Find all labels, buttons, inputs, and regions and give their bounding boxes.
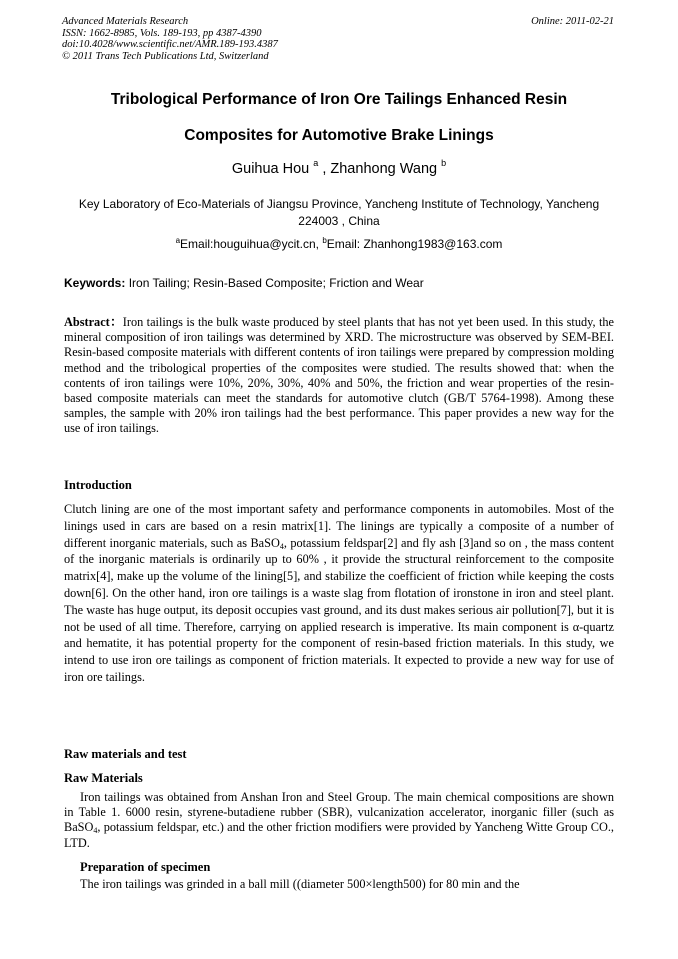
- email-line: [40, 237, 638, 251]
- issn-line: ISSN: 1662-8985, Vols. 189-193, pp 4387-4390: [62, 27, 262, 39]
- author-1-affil-mark: a: [313, 158, 319, 168]
- email-a-mark: a: [175, 236, 181, 245]
- introduction-heading: Introduction: [64, 478, 132, 492]
- online-date: Online: 2011-02-21: [531, 16, 614, 27]
- paper-title-line-2: Composites for Automotive Brake Linings: [184, 127, 494, 144]
- keywords-label: Keywords:: [64, 276, 126, 290]
- intro-text-a: Clutch lining are one of the most important safety and performance components in automobiles. Most of the linings used in cars are based on a resin matrix[1]. The linings are typically a composite of a number of different inorganic materials, such as BaSO: [64, 502, 614, 550]
- intro-text-b: , potassium feldspar[2] and fly ash [3]and so on , the mass content of the inorganic materials is ordinarily up to 60% , it provide the structural reinforcement to the composite matrix[4], make up the volume of the lining[5], and stabilize the coefficient of friction while keeping the costs down[6]. On the other hand, iron ore tailings is a waste slag from flotation of ironstone in iron and steel plant. The waste has huge output, its deposit occupies vast ground, and its dust makes serious air pollution[7], but it is not be used of all time. Therefore, carrying on applied research is imperative. Its main component is α-quartz and hematite, it has potential property for the component of resin-based friction materials. In this study, we intend to use iron ore tailings as component of friction materials. It expected to provide a new way for use of iron ore tailings.: [64, 535, 614, 684]
- preparation-paragraph: The iron tailings was grinded in a ball mill ((diameter 500×length500) for 80 min and the: [80, 877, 520, 891]
- abstract-text: Iron tailings is the bulk waste produced by steel plants that has not yet been used. In this study, the mineral composition of iron tailings was determined by XRD. The microstructure was observed by SEM-BEI. Resin-based composite materials with different contents of iron tailings were prepared by compression molding method and the tribological properties of the composites were studied. The results showed that: when the contents of iron tailings were 10%, 20%, 30%, 40% and 50%, the friction and wear properties of the resin-based composite materials can meet the standards for automotive clutch (GB/T 5764-1998). Among these samples, the sample with 20% iron tailings had the best performance. This paper provides a new way for the use of iron tailings.: [64, 315, 614, 436]
- copyright-line: © 2011 Trans Tech Publications Ltd, Switzerland: [62, 50, 269, 62]
- email-a: Email:houguihua@ycit.cn,: [180, 237, 323, 251]
- author-2-affil-mark: b: [441, 158, 447, 168]
- introduction-paragraph: [64, 501, 614, 686]
- abstract: [64, 315, 614, 437]
- abstract-label: Abstract：: [64, 315, 123, 329]
- keywords: [64, 276, 614, 290]
- affiliation: Key Laboratory of Eco-Materials of Jiangsu Province, Yancheng Institute of Technology, Yancheng 224003 , China: [78, 197, 600, 228]
- journal-header: [62, 16, 278, 62]
- author-2: Zhanhong Wang: [330, 161, 438, 177]
- raw-subscript: 4: [93, 826, 98, 836]
- raw-materials-test-heading: Raw materials and test: [64, 747, 187, 761]
- intro-subscript: 4: [279, 541, 284, 551]
- keywords-text: Iron Tailing; Resin-Based Composite; Friction and Wear: [125, 276, 424, 290]
- doi-line: doi:10.4028/www.scientific.net/AMR.189-193.4387: [62, 39, 278, 50]
- author-1: Guihua Hou: [231, 161, 310, 177]
- paper-title-line-1: Tribological Performance of Iron Ore Tailings Enhanced Resin: [110, 91, 568, 108]
- raw-materials-paragraph: [64, 790, 614, 851]
- raw-text-a: Iron tailings was obtained from Anshan Iron and Steel Group. The main chemical compositions are shown in Table 1. 6000 resin, styrene-butadiene rubber (SBR), vulcanization accelerator, inorganic filler (such as BaSO: [64, 790, 614, 835]
- raw-text-b: , potassium feldspar, etc.) and the other friction modifiers were provided by Yancheng Witte Group CO., LTD.: [64, 820, 614, 850]
- raw-materials-subheading: Raw Materials: [64, 771, 143, 785]
- preparation-heading: Preparation of specimen: [80, 860, 211, 874]
- journal-name: Advanced Materials Research: [62, 16, 189, 27]
- author-separator: ,: [318, 161, 331, 177]
- authors-line: [40, 158, 638, 177]
- email-b-mark: b: [322, 236, 327, 245]
- email-b: Email: Zhanhong1983@163.com: [326, 237, 503, 251]
